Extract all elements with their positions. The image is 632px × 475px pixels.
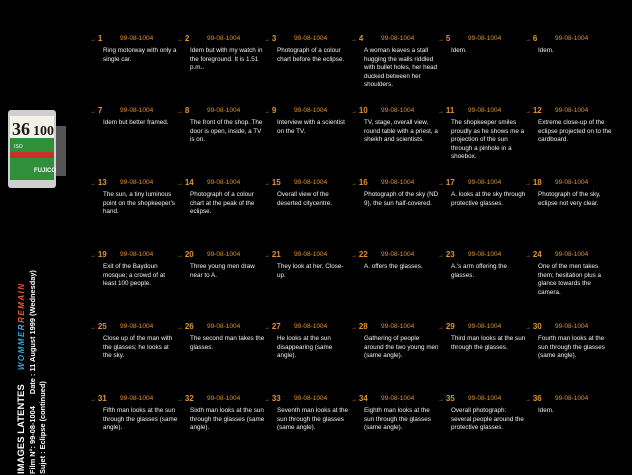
arrow-icon: → bbox=[90, 325, 96, 331]
frame-number: 4 bbox=[358, 34, 364, 43]
frame-entry bbox=[438, 394, 523, 433]
film-code: 99-08-1004 bbox=[207, 251, 241, 258]
film-code: 99-08-1004 bbox=[294, 323, 328, 330]
frame-header bbox=[177, 106, 262, 116]
frame-number: 33 bbox=[271, 394, 281, 403]
film-code: 99-08-1004 bbox=[207, 179, 241, 186]
frame-entry bbox=[351, 34, 436, 90]
frame-description: A. offers the glasses. bbox=[364, 263, 423, 270]
film-code: 99-08-1004 bbox=[468, 179, 502, 186]
frame-description: Photograph of the sky, eclipse not very clear. bbox=[538, 191, 601, 207]
frame-header bbox=[438, 250, 523, 260]
frame-number: 8 bbox=[184, 106, 190, 115]
frame-entry bbox=[264, 394, 349, 433]
frame-number: 7 bbox=[97, 106, 103, 115]
frame-header bbox=[525, 322, 610, 332]
film-code: 99-08-1004 bbox=[555, 323, 589, 330]
frame-header bbox=[351, 178, 436, 188]
frame-header bbox=[264, 34, 349, 44]
frame-row bbox=[90, 394, 632, 466]
arrow-icon: → bbox=[90, 253, 96, 259]
film-code: 99-08-1004 bbox=[468, 107, 502, 114]
frame-header bbox=[438, 34, 523, 44]
film-code: 99-08-1004 bbox=[207, 323, 241, 330]
film-code: 99-08-1004 bbox=[555, 251, 589, 258]
frame-number: 12 bbox=[532, 106, 542, 115]
frame-entry bbox=[438, 178, 526, 208]
frame-description: Idem. bbox=[538, 47, 554, 54]
frame-header bbox=[351, 250, 436, 260]
canister-brand: FUJICO bbox=[34, 168, 57, 174]
film-code: 99-08-1004 bbox=[120, 323, 154, 330]
frame-header bbox=[438, 178, 523, 188]
arrow-icon: → bbox=[525, 109, 531, 115]
film-code: 99-08-1004 bbox=[207, 395, 241, 402]
frame-description: A woman leaves a stall hugging the walls riddled with bullet holes, her head ducked between her shoulders. bbox=[364, 47, 438, 89]
sidebar-title: IMAGES LATENTES bbox=[15, 384, 26, 474]
frame-header bbox=[264, 178, 349, 188]
frame-description: Idem but better framed. bbox=[103, 119, 169, 126]
frame-entry bbox=[351, 250, 436, 272]
frame-header bbox=[525, 34, 610, 44]
arrow-icon: → bbox=[351, 253, 357, 259]
film-code: 99-08-1004 bbox=[555, 35, 589, 42]
arrow-icon: → bbox=[525, 181, 531, 187]
frame-description: Overall photograph: several people around the protective glasses. bbox=[451, 407, 524, 432]
frame-number: 15 bbox=[271, 178, 281, 187]
arrow-icon: → bbox=[438, 325, 444, 331]
film-canister-icon bbox=[6, 108, 72, 190]
frame-entry bbox=[438, 34, 523, 56]
frame-header bbox=[351, 394, 436, 404]
film-code: 99-08-1004 bbox=[381, 251, 415, 258]
sidebar-title-line bbox=[16, 184, 26, 474]
frame-entry bbox=[525, 394, 610, 416]
frame-description: Fifth man looks at the sun through the glasses (same angle). bbox=[103, 407, 178, 432]
frame-number: 27 bbox=[271, 322, 281, 331]
frame-number: 32 bbox=[184, 394, 194, 403]
frame-number: 34 bbox=[358, 394, 368, 403]
film-code: 99-08-1004 bbox=[294, 251, 328, 258]
frame-header bbox=[525, 106, 610, 116]
frame-description: Third man looks at the sun through the glasses. bbox=[451, 335, 526, 351]
film-code: 99-08-1004 bbox=[120, 107, 154, 114]
frame-number: 25 bbox=[97, 322, 107, 331]
frame-entry bbox=[177, 106, 262, 145]
frame-description: Idem. bbox=[451, 47, 467, 54]
frame-description: Exit of the Baydoun mosque; a crowd of at least 100 people. bbox=[103, 263, 165, 288]
film-code: 99-08-1004 bbox=[468, 395, 502, 402]
arrow-icon: → bbox=[90, 37, 96, 43]
frame-header bbox=[525, 178, 610, 188]
frame-entry bbox=[90, 250, 175, 289]
frame-number: 16 bbox=[358, 178, 368, 187]
film-code: 99-08-1004 bbox=[468, 35, 502, 42]
frame-entry bbox=[351, 106, 436, 145]
film-code: 99-08-1004 bbox=[555, 179, 589, 186]
frame-header bbox=[438, 322, 523, 332]
frame-description: The front of the shop. The door is open, inside, a TV is on. bbox=[190, 119, 263, 144]
frame-description: Photograph of a colour chart before the eclipse. bbox=[277, 47, 345, 63]
arrow-icon: → bbox=[177, 253, 183, 259]
frame-header bbox=[264, 106, 349, 116]
frame-entry bbox=[264, 178, 349, 208]
film-code: 99-08-1004 bbox=[120, 179, 154, 186]
frame-header bbox=[438, 106, 523, 116]
frame-number: 29 bbox=[445, 322, 455, 331]
arrow-icon: → bbox=[177, 109, 183, 115]
frame-description: Idem. bbox=[538, 407, 554, 414]
frame-description: A. looks at the sky through protective glasses. bbox=[451, 191, 526, 207]
frame-number: 20 bbox=[184, 250, 194, 259]
film-code: 99-08-1004 bbox=[555, 395, 589, 402]
frame-entry bbox=[525, 322, 610, 361]
arrow-icon: → bbox=[525, 37, 531, 43]
frame-description: The second man takes the glasses. bbox=[190, 335, 265, 351]
frame-row bbox=[90, 322, 632, 394]
frame-number: 14 bbox=[184, 178, 194, 187]
arrow-icon: → bbox=[438, 397, 444, 403]
frame-description: Seventh man looks at the sun through the glasses (same angle). bbox=[277, 407, 349, 432]
frame-header bbox=[90, 250, 175, 260]
frame-number: 19 bbox=[97, 250, 107, 259]
arrow-icon: → bbox=[90, 181, 96, 187]
canister-label-100: 100 bbox=[33, 124, 54, 139]
film-code: 99-08-1004 bbox=[294, 107, 328, 114]
frame-description: Idem but with my watch in the foreground. It is 1.51 p.m.. bbox=[190, 47, 263, 72]
frame-row bbox=[90, 250, 632, 322]
brand-part1: WOMMER bbox=[17, 322, 26, 371]
frame-entry bbox=[90, 322, 175, 361]
frame-description: The shopkeeper smiles proudly as he shows me a projection of the sun through a pinhole in a shoebox. bbox=[451, 119, 525, 161]
frame-header bbox=[177, 34, 262, 44]
arrow-icon: → bbox=[351, 325, 357, 331]
frame-description: Ring motorway with only a single car. bbox=[103, 47, 177, 63]
arrow-icon: → bbox=[177, 181, 183, 187]
frame-entry bbox=[438, 322, 526, 352]
frame-number: 11 bbox=[445, 106, 455, 115]
shoot-date: Date : 11 August 1999 (Wednesday) bbox=[28, 270, 37, 395]
arrow-icon: → bbox=[264, 325, 270, 331]
frame-header bbox=[90, 178, 175, 188]
frame-number: 18 bbox=[532, 178, 542, 187]
frame-description: Extreme close-up of the eclipse projected on to the cardboard. bbox=[538, 119, 612, 144]
contact-sheet-grid bbox=[90, 34, 632, 466]
frame-description: Overall view of the deserted citycentre. bbox=[277, 191, 332, 207]
frame-entry bbox=[90, 394, 178, 433]
frame-description: TV, stage, overall view, round table with a priest, a sheikh and scientists. bbox=[364, 119, 438, 144]
frame-description: Photograph of the sky (ND 9), the sun half-covered. bbox=[364, 191, 439, 207]
frame-header bbox=[264, 250, 349, 260]
frame-entry bbox=[438, 106, 523, 162]
frame-number: 24 bbox=[532, 250, 542, 259]
arrow-icon: → bbox=[351, 181, 357, 187]
frame-entry bbox=[351, 178, 439, 208]
frame-entry bbox=[525, 34, 610, 56]
frame-header bbox=[177, 322, 262, 332]
frame-number: 17 bbox=[445, 178, 455, 187]
arrow-icon: → bbox=[264, 397, 270, 403]
arrow-icon: → bbox=[264, 253, 270, 259]
film-code: 99-08-1004 bbox=[381, 179, 415, 186]
film-code: 99-08-1004 bbox=[120, 35, 154, 42]
frame-row bbox=[90, 34, 632, 106]
frame-description: The sun, a tiny luminous point on the shopkeeper's hand. bbox=[103, 191, 175, 216]
frame-number: 6 bbox=[532, 34, 538, 43]
frame-number: 26 bbox=[184, 322, 194, 331]
frame-entry bbox=[177, 250, 262, 280]
film-code: 99-08-1004 bbox=[207, 107, 241, 114]
arrow-icon: → bbox=[177, 397, 183, 403]
frame-entry bbox=[351, 322, 439, 361]
frame-number: 31 bbox=[97, 394, 107, 403]
frame-header bbox=[525, 394, 610, 404]
arrow-icon: → bbox=[351, 109, 357, 115]
film-info-vertical bbox=[16, 184, 47, 474]
canister-label-36: 36 bbox=[12, 119, 30, 139]
frame-entry bbox=[264, 106, 349, 136]
frame-entry bbox=[525, 106, 610, 145]
subject: Sujet : Eclipse (continued) bbox=[38, 381, 48, 474]
frame-entry bbox=[90, 178, 175, 217]
frame-description: Fourth man looks at the sun through the glasses (same angle). bbox=[538, 335, 605, 360]
frame-number: 36 bbox=[532, 394, 542, 403]
film-code: 99-08-1004 bbox=[120, 395, 154, 402]
frame-number: 1 bbox=[97, 34, 103, 43]
frame-description: Close up of the man with the glasses; he looks at the sky. bbox=[103, 335, 173, 360]
frame-entry bbox=[438, 250, 523, 280]
film-code: 99-08-1004 bbox=[294, 395, 328, 402]
arrow-icon: → bbox=[90, 109, 96, 115]
arrow-icon: → bbox=[525, 325, 531, 331]
arrow-icon: → bbox=[264, 181, 270, 187]
frame-description: Interview with a scientist on the TV. bbox=[277, 119, 345, 135]
film-code: 99-08-1004 bbox=[381, 107, 415, 114]
arrow-icon: → bbox=[90, 397, 96, 403]
arrow-icon: → bbox=[438, 109, 444, 115]
frame-entry bbox=[525, 178, 610, 208]
frame-number: 5 bbox=[445, 34, 451, 43]
frame-description: One of the men takes them; hesitation plus a glance towards the camera. bbox=[538, 263, 602, 296]
frame-header bbox=[264, 394, 349, 404]
arrow-icon: → bbox=[525, 253, 531, 259]
frame-entry bbox=[177, 178, 262, 217]
arrow-icon: → bbox=[525, 397, 531, 403]
frame-number: 28 bbox=[358, 322, 368, 331]
frame-number: 30 bbox=[532, 322, 542, 331]
frame-header bbox=[177, 394, 262, 404]
frame-header bbox=[525, 250, 610, 260]
frame-header bbox=[351, 106, 436, 116]
arrow-icon: → bbox=[351, 37, 357, 43]
film-code: 99-08-1004 bbox=[294, 35, 328, 42]
frame-description: He looks at the sun disappearing (same angle). bbox=[277, 335, 333, 360]
frame-description: Three young men draw near to A. bbox=[190, 263, 255, 279]
film-number: Film N°: 99-08-1004 bbox=[28, 406, 37, 474]
frame-header bbox=[264, 322, 349, 332]
frame-number: 23 bbox=[445, 250, 455, 259]
frame-number: 35 bbox=[445, 394, 455, 403]
frame-description: Sixth man looks at the sun through the glasses (same angle). bbox=[190, 407, 265, 432]
frame-entry bbox=[177, 34, 262, 73]
film-code: 99-08-1004 bbox=[468, 323, 502, 330]
arrow-icon: → bbox=[264, 109, 270, 115]
frame-entry bbox=[177, 322, 265, 352]
frame-header bbox=[177, 178, 262, 188]
film-code: 99-08-1004 bbox=[294, 179, 328, 186]
sidebar bbox=[0, 0, 88, 475]
frame-header bbox=[90, 106, 175, 116]
film-date-line bbox=[29, 184, 36, 474]
frame-description: Gathering of people around the two young men (same angle). bbox=[364, 335, 439, 360]
arrow-icon: → bbox=[351, 397, 357, 403]
frame-number: 10 bbox=[358, 106, 368, 115]
frame-description: A.'s arm offering the glasses. bbox=[451, 263, 508, 279]
frame-entry bbox=[264, 322, 349, 361]
frame-entry bbox=[264, 34, 349, 64]
arrow-icon: → bbox=[438, 253, 444, 259]
frame-entry bbox=[351, 394, 436, 433]
frame-row bbox=[90, 178, 632, 250]
frame-description: They look at her. Close-up. bbox=[277, 263, 344, 279]
film-code: 99-08-1004 bbox=[381, 395, 415, 402]
frame-header bbox=[351, 322, 436, 332]
frame-entry bbox=[264, 250, 349, 280]
frame-number: 9 bbox=[271, 106, 277, 115]
frame-entry bbox=[177, 394, 265, 433]
frame-number: 22 bbox=[358, 250, 368, 259]
frame-description: Photograph of a colour chart at the peak of the eclipse. bbox=[190, 191, 255, 216]
frame-header bbox=[90, 322, 175, 332]
brand-part2: REMAIN bbox=[17, 282, 26, 323]
frame-entry bbox=[525, 250, 610, 297]
film-code: 99-08-1004 bbox=[381, 35, 415, 42]
frame-description: Eighth man looks at the sun through the glasses (same angle). bbox=[364, 407, 431, 432]
arrow-icon: → bbox=[438, 181, 444, 187]
arrow-icon: → bbox=[438, 37, 444, 43]
film-code: 99-08-1004 bbox=[207, 35, 241, 42]
frame-number: 21 bbox=[271, 250, 281, 259]
frame-row bbox=[90, 106, 632, 178]
arrow-icon: → bbox=[264, 37, 270, 43]
frame-entry bbox=[90, 34, 175, 64]
frame-header bbox=[438, 394, 523, 404]
film-code: 99-08-1004 bbox=[555, 107, 589, 114]
film-code: 99-08-1004 bbox=[120, 251, 154, 258]
film-code: 99-08-1004 bbox=[381, 323, 415, 330]
frame-header bbox=[90, 394, 175, 404]
frame-number: 2 bbox=[184, 34, 190, 43]
frame-number: 13 bbox=[97, 178, 107, 187]
film-code: 99-08-1004 bbox=[468, 251, 502, 258]
frame-header bbox=[177, 250, 262, 260]
frame-header bbox=[90, 34, 175, 44]
arrow-icon: → bbox=[177, 325, 183, 331]
frame-entry bbox=[90, 106, 175, 128]
canister-sub: ISO bbox=[14, 144, 23, 150]
arrow-icon: → bbox=[177, 37, 183, 43]
frame-number: 3 bbox=[271, 34, 277, 43]
frame-header bbox=[351, 34, 436, 44]
